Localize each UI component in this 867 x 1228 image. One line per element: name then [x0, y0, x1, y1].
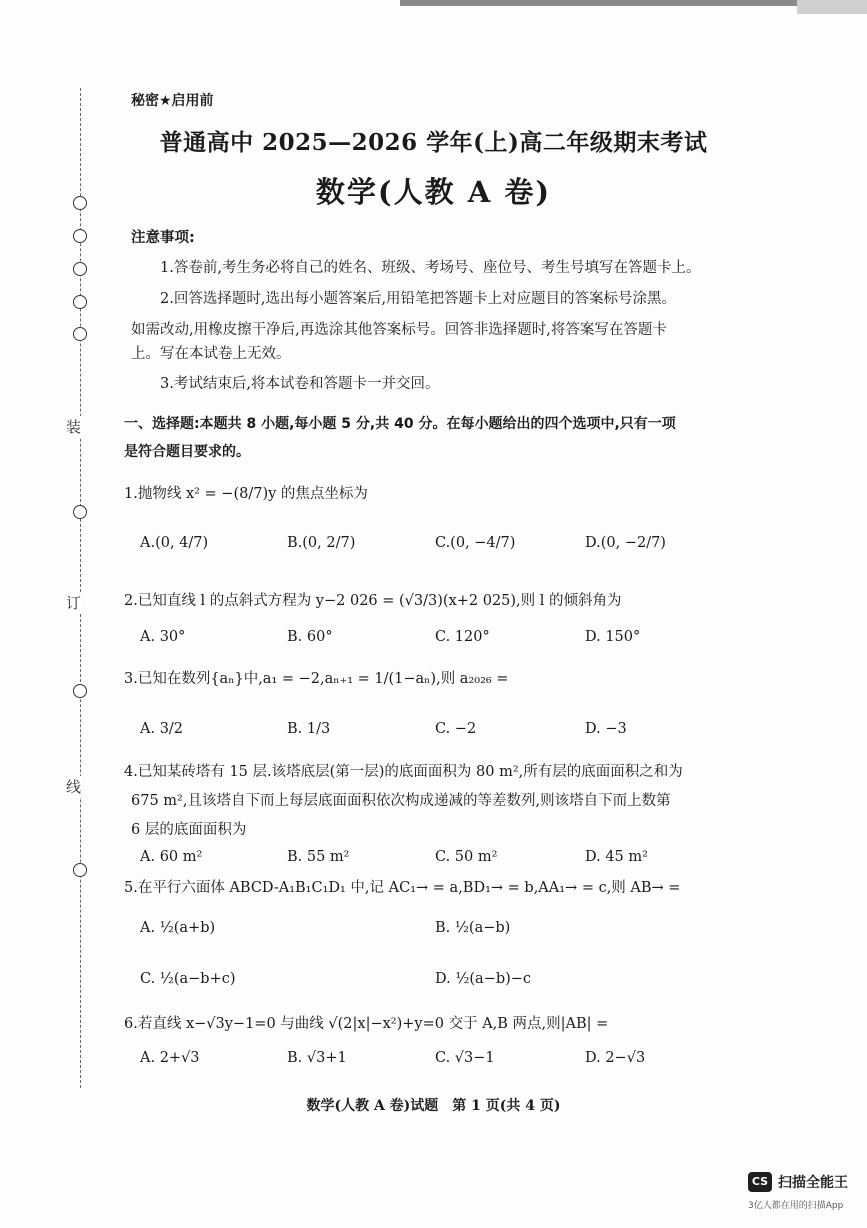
option-b: B. 60°	[287, 629, 333, 645]
question-stem: 5.在平行六面体 ABCD-A₁B₁C₁D₁ 中,记 AC₁→ = a,BD₁→ = b,AA₁→ = c,则 AB→ =	[124, 880, 681, 896]
notice-item: 3.考试结束后,将本试卷和答题卡一并交回。	[160, 376, 440, 392]
option-d: D. 150°	[585, 629, 641, 645]
question-stem: 6.若直线 x−√3y−1=0 与曲线 √(2|x|−x²)+y=0 交于 A,B 两点,则|AB| =	[124, 1016, 609, 1032]
option-a: A. 30°	[140, 629, 186, 645]
section-heading: 是符合题目要求的。	[124, 444, 250, 460]
option-c: C. √3−1	[435, 1050, 495, 1066]
option-c: C. 50 m²	[435, 849, 498, 865]
exam-subtitle: 数学(人教 A 卷)	[315, 175, 552, 209]
question-stem: 2.已知直线 l 的点斜式方程为 y−2 026 = (√3/3)(x+2 025),则 l 的倾斜角为	[124, 593, 622, 609]
option-a: A. 2+√3	[140, 1050, 200, 1066]
binding-hole-icon	[73, 229, 87, 243]
scanner-tagline: 3亿人都在用的扫描App	[748, 1201, 844, 1211]
notice-item: 1.答卷前,考生务必将自己的姓名、班级、考场号、座位号、考生号填写在答题卡上。	[160, 260, 701, 276]
option-c: C. ½(a−b+c)	[140, 971, 236, 987]
binding-hole-icon	[73, 505, 87, 519]
scanner-app-name: 扫描全能王	[778, 1175, 848, 1191]
option-b: B. 1/3	[287, 721, 331, 737]
option-b: B. 55 m²	[287, 849, 350, 865]
option-d: D.(0, −2/7)	[585, 535, 666, 551]
notice-item: 如需改动,用橡皮擦干净后,再选涂其他答案标号。回答非选择题时,将答案写在答题卡	[131, 322, 667, 338]
binding-hole-icon	[73, 684, 87, 698]
option-d: D. −3	[585, 721, 627, 737]
notice-heading: 注意事项:	[131, 230, 195, 246]
binding-hole-icon	[73, 295, 87, 309]
scan-edge-shadow	[400, 0, 800, 6]
notice-item: 上。写在本试卷上无效。	[131, 346, 291, 362]
question-stem: 3.已知在数列{aₙ}中,a₁ = −2,aₙ₊₁ = 1/(1−aₙ),则 a₂₀₂₆ =	[124, 671, 509, 687]
section-heading: 一、选择题:本题共 8 小题,每小题 5 分,共 40 分。在每小题给出的四个选项中,只有一项	[124, 416, 676, 432]
option-c: C. −2	[435, 721, 477, 737]
option-b: B. √3+1	[287, 1050, 347, 1066]
option-a: A. 3/2	[140, 721, 184, 737]
page-footer: 数学(人教 A 卷)试题 第 1 页(共 4 页)	[306, 1098, 561, 1114]
option-b: B.(0, 2/7)	[287, 535, 356, 551]
scanner-logo-icon: CS	[748, 1172, 772, 1192]
question-stem: 675 m²,且该塔自下而上每层底面面积依次构成递减的等差数列,则该塔自下而上数第	[131, 793, 671, 809]
scan-edge-corner	[797, 0, 867, 14]
binding-label-ding: 订	[66, 594, 82, 612]
exam-title: 普通高中 2025—2026 学年(上)高二年级期末考试	[159, 129, 708, 156]
option-d: D. 2−√3	[585, 1050, 646, 1066]
notice-item: 2.回答选择题时,选出每小题答案后,用铅笔把答题卡上对应题目的答案标号涂黑。	[160, 291, 677, 307]
binding-label-xian: 线	[66, 778, 82, 796]
question-stem: 4.已知某砖塔有 15 层.该塔底层(第一层)的底面面积为 80 m²,所有层的底面面积之和为	[124, 764, 683, 780]
option-c: C.(0, −4/7)	[435, 535, 516, 551]
binding-label-zhuang: 装	[66, 418, 82, 436]
option-a: A. ½(a+b)	[140, 920, 216, 936]
secret-label: 秘密★启用前	[131, 93, 214, 109]
question-stem: 6 层的底面面积为	[131, 822, 247, 838]
binding-hole-icon	[73, 327, 87, 341]
option-d: D. ½(a−b)−c	[435, 971, 532, 987]
option-c: C. 120°	[435, 629, 490, 645]
option-b: B. ½(a−b)	[435, 920, 511, 936]
binding-hole-icon	[73, 863, 87, 877]
binding-hole-icon	[73, 262, 87, 276]
question-stem: 1.抛物线 x² = −(8/7)y 的焦点坐标为	[124, 486, 368, 502]
option-d: D. 45 m²	[585, 849, 648, 865]
option-a: A. 60 m²	[140, 849, 203, 865]
option-a: A.(0, 4/7)	[140, 535, 209, 551]
